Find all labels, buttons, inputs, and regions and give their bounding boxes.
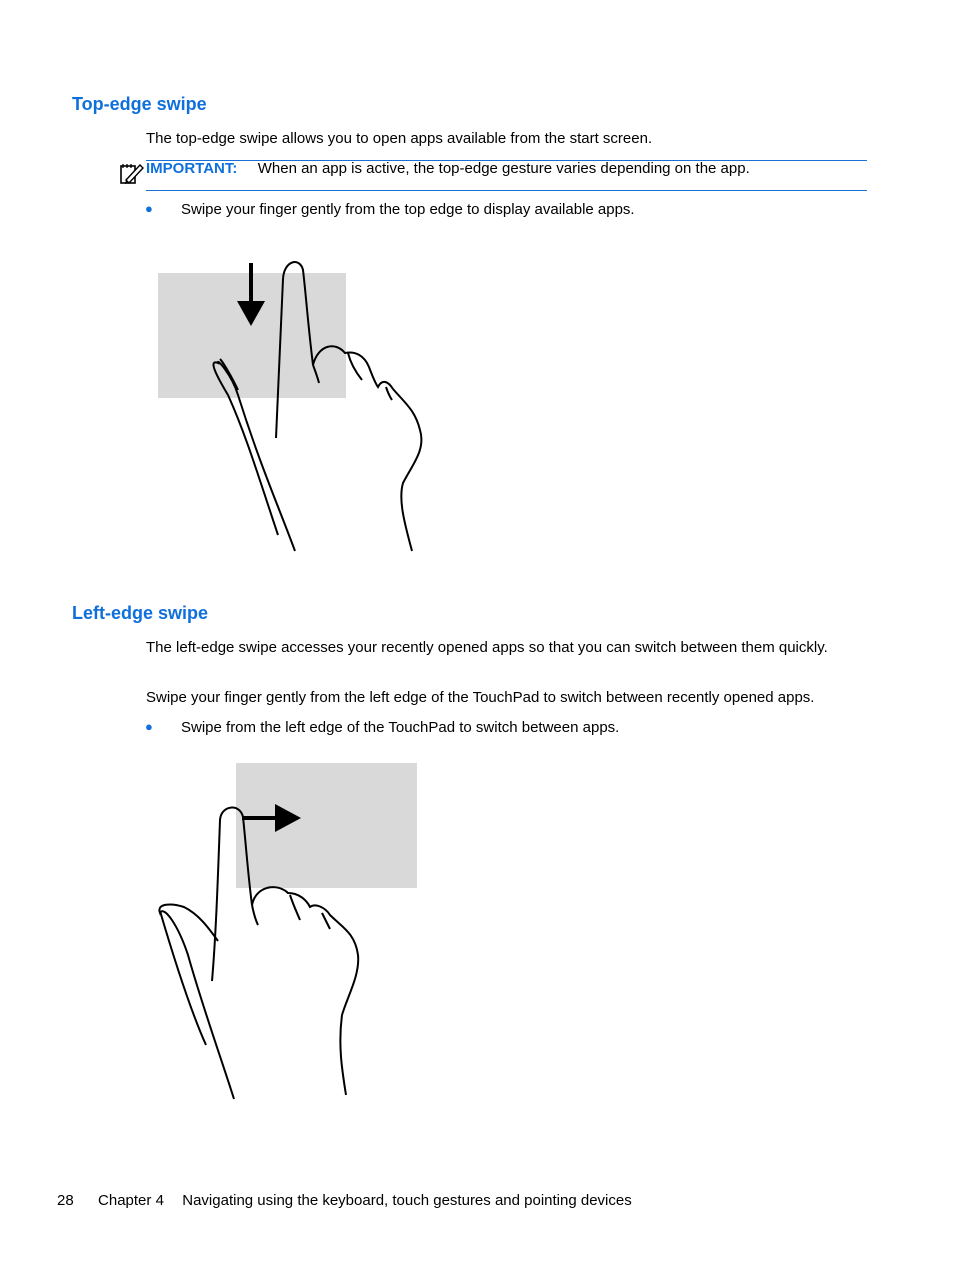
left-edge-bullet-item: Swipe from the left edge of the TouchPad to switch between apps. <box>181 719 620 736</box>
important-note-icon <box>118 162 144 186</box>
left-edge-instruction-paragraph: Swipe your finger gently from the left edge of the TouchPad to switch between recently opened apps. <box>146 689 815 706</box>
chapter-title: Navigating using the keyboard, touch gestures and pointing devices <box>182 1192 632 1209</box>
important-note-text: When an app is active, the top-edge gesture varies depending on the app. <box>257 160 750 177</box>
top-edge-bullet-item: Swipe your finger gently from the top edge to display available apps. <box>181 201 635 218</box>
hand-swipe-right-illustration <box>150 755 440 1105</box>
section-heading-left-edge-swipe: Left-edge swipe <box>72 603 209 623</box>
page-number: 28 <box>57 1192 74 1209</box>
left-edge-intro-paragraph: The left-edge swipe accesses your recently opened apps so that you can switch between them quickly. <box>146 639 828 656</box>
important-note <box>146 159 866 178</box>
note-bottom-rule <box>146 190 867 191</box>
important-label: IMPORTANT: <box>146 160 238 177</box>
touchpad-area <box>236 763 417 888</box>
page-footer <box>57 1192 632 1209</box>
hand-swipe-down-illustration <box>150 255 440 560</box>
section-heading-top-edge-swipe: Top-edge swipe <box>72 94 207 114</box>
bullet-dot-icon: ● <box>145 719 153 734</box>
bullet-dot-icon: ● <box>145 201 153 216</box>
chapter-label: Chapter 4 <box>98 1192 164 1209</box>
top-edge-intro-paragraph: The top-edge swipe allows you to open apps available from the start screen. <box>146 130 653 147</box>
